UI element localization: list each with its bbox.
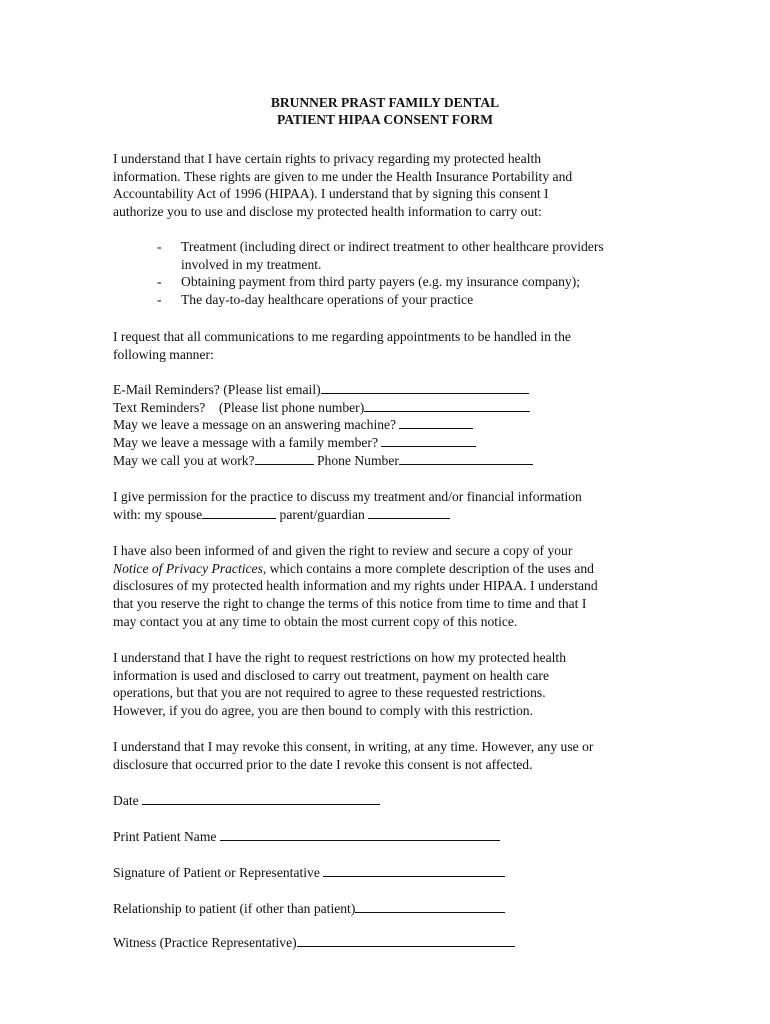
witness-label: Witness (Practice Representative) — [113, 935, 297, 950]
email-reminder-label: E-Mail Reminders? (Please list email) — [113, 382, 321, 397]
list-item-text: Obtaining payment from third party payers (e.g. my insurance company); — [181, 274, 581, 290]
restrictions-line: information is used and disclosed to carry out treatment, payment on health care — [113, 667, 549, 683]
intro-line: I understand that I have certain rights to privacy regarding my protected health — [113, 151, 542, 166]
privacy-line — [113, 560, 653, 578]
list-dash: - — [157, 292, 162, 308]
relationship-row — [113, 900, 505, 918]
privacy-line: that you reserve the right to change the terms of this notice from time to time and that I — [113, 596, 587, 612]
revoke-line: disclosure that occurred prior to the date I revoke this consent is not affected. — [113, 756, 533, 772]
date-row — [113, 792, 380, 810]
list-dash: - — [157, 274, 162, 290]
form-name: PATIENT HIPAA CONSENT FORM — [277, 112, 493, 127]
email-reminder-row — [113, 381, 653, 399]
spouse-field[interactable] — [202, 506, 276, 519]
signature-label: Signature of Patient or Representative — [113, 865, 324, 880]
revoke-paragraph — [113, 738, 653, 773]
work-call-row — [113, 452, 653, 470]
intro-paragraph — [113, 150, 653, 221]
family-message-label: May we leave a message with a family member? — [113, 435, 382, 451]
intro-line: information. These rights are given to me under the Health Insurance Portability and — [113, 168, 573, 184]
answering-machine-row — [113, 416, 653, 434]
list-item — [157, 273, 657, 291]
privacy-line: disclosures of my protected health information and my rights under HIPAA. I understand — [113, 578, 598, 594]
restrictions-line: However, if you do agree, you are then bound to comply with this restriction. — [113, 703, 534, 719]
signature-row — [113, 864, 505, 882]
privacy-line: may contact you at any time to obtain the most current copy of this notice. — [113, 613, 518, 629]
practice-name: BRUNNER PRAST FAMILY DENTAL — [270, 95, 500, 110]
comm-line: I request that all communications to me regarding appointments to be handled in the — [113, 329, 571, 344]
permission-row — [113, 506, 653, 524]
permission-line: I give permission for the practice to discuss my treatment and/or financial information — [113, 489, 582, 504]
restrictions-line: I understand that I have the right to request restrictions on how my protected health — [113, 650, 566, 665]
form-title — [0, 94, 770, 128]
privacy-line-rest: which contains a more complete description of the uses and — [266, 560, 594, 576]
privacy-line: I have also been informed of and given the right to review and secure a copy of your — [113, 543, 573, 558]
witness-row — [113, 934, 515, 952]
intro-line: Accountability Act of 1996 (HIPAA). I understand that by signing this consent I — [113, 186, 549, 202]
list-item-text: Treatment (including direct or indirect treatment to other healthcare providers — [181, 239, 604, 254]
list-item-text: The day-to-day healthcare operations of your practice — [181, 292, 474, 308]
parent-guardian-label: parent/guardian — [276, 506, 369, 522]
witness-field[interactable] — [297, 934, 515, 947]
parent-guardian-field[interactable] — [368, 506, 450, 519]
comm-line: following manner: — [113, 346, 214, 362]
list-item-text: involved in my treatment. — [181, 256, 322, 272]
list-item — [157, 238, 657, 273]
email-field[interactable] — [321, 381, 529, 394]
print-name-row — [113, 828, 500, 846]
spouse-label: with: my spouse — [113, 506, 203, 522]
relationship-label: Relationship to patient (if other than patient) — [113, 901, 356, 916]
family-message-field[interactable] — [381, 434, 476, 447]
permission-section — [113, 488, 653, 523]
relationship-field[interactable] — [355, 900, 505, 913]
signature-field[interactable] — [323, 864, 505, 877]
answering-machine-field[interactable] — [399, 416, 473, 429]
notice-title: Notice of Privacy Practices, — [113, 560, 267, 576]
communication-request — [113, 328, 653, 363]
text-reminder-row — [113, 399, 653, 417]
print-name-field[interactable] — [220, 828, 500, 841]
date-field[interactable] — [142, 792, 380, 805]
answering-machine-label: May we leave a message on an answering machine? — [113, 417, 400, 433]
reminders-section — [113, 381, 653, 470]
phone-field[interactable] — [364, 399, 530, 412]
restrictions-paragraph — [113, 649, 653, 720]
restrictions-line: operations, but that you are not required to agree to these requested restrictions. — [113, 685, 546, 701]
revoke-line: I understand that I may revoke this consent, in writing, at any time. However, any use or — [113, 739, 594, 754]
work-call-label: May we call you at work? — [113, 452, 255, 468]
family-message-row — [113, 434, 653, 452]
purpose-list — [157, 238, 657, 309]
intro-line: authorize you to use and disclose my protected health information to carry out: — [113, 204, 542, 220]
work-phone-field[interactable] — [399, 452, 533, 465]
date-label: Date — [113, 793, 143, 808]
text-reminder-label: Text Reminders? (Please list phone number) — [113, 399, 365, 415]
list-dash: - — [157, 239, 162, 254]
work-call-field[interactable] — [255, 452, 314, 465]
phone-number-label: Phone Number — [313, 452, 399, 468]
list-item — [157, 291, 657, 309]
privacy-notice-paragraph — [113, 542, 653, 631]
print-name-label: Print Patient Name — [113, 829, 220, 844]
